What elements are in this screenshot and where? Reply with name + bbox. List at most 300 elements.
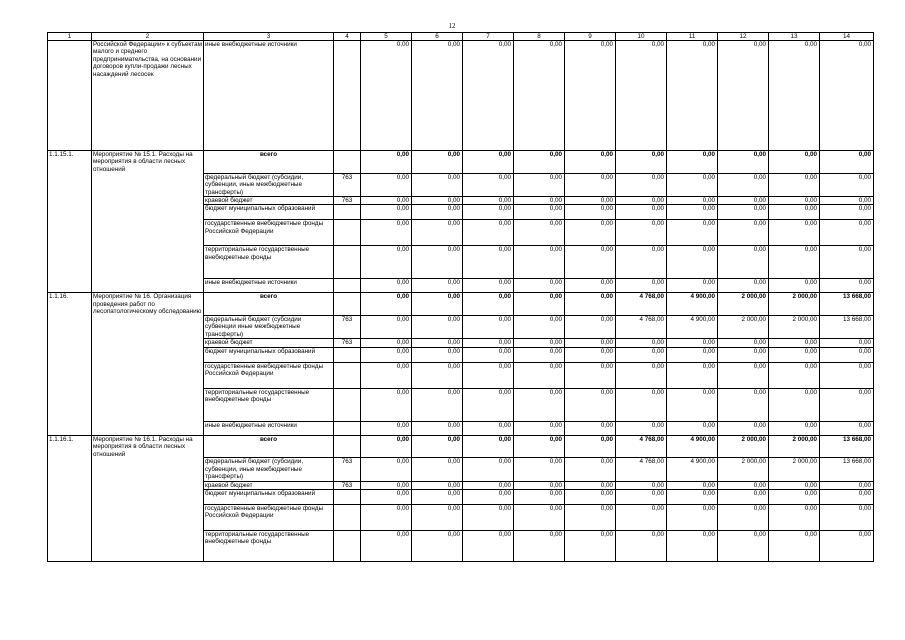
amount-cell: 0,00 bbox=[769, 339, 820, 347]
amount-cell: 0,00 bbox=[820, 505, 874, 531]
amount-cell: 0,00 bbox=[667, 196, 718, 204]
amount-cell: 0,00 bbox=[412, 316, 463, 339]
funding-source: иные внебюджетные источники bbox=[204, 421, 334, 435]
amount-cell: 0,00 bbox=[616, 490, 667, 505]
amount-cell: 0,00 bbox=[514, 490, 565, 505]
amount-cell: 0,00 bbox=[616, 388, 667, 421]
amount-cell: 0,00 bbox=[514, 435, 565, 458]
item-name bbox=[92, 388, 204, 421]
amount-cell: 0,00 bbox=[616, 362, 667, 388]
budget-code bbox=[334, 347, 361, 362]
amount-cell: 0,00 bbox=[463, 173, 514, 196]
funding-source: краевой бюджет bbox=[204, 339, 334, 347]
budget-code bbox=[334, 362, 361, 388]
amount-cell: 0,00 bbox=[361, 316, 412, 339]
amount-cell: 2 000,00 bbox=[718, 316, 769, 339]
item-number bbox=[48, 173, 92, 196]
amount-cell: 2 000,00 bbox=[769, 458, 820, 481]
amount-cell: 0,00 bbox=[769, 220, 820, 246]
table-row bbox=[48, 388, 874, 421]
budget-code: 763 bbox=[334, 339, 361, 347]
item-number bbox=[48, 421, 92, 435]
funding-source: краевой бюджет bbox=[204, 196, 334, 204]
amount-cell: 13 668,00 bbox=[820, 435, 874, 458]
amount-cell: 0,00 bbox=[514, 279, 565, 293]
amount-cell: 2 000,00 bbox=[769, 435, 820, 458]
item-name bbox=[92, 490, 204, 505]
column-header: 6 bbox=[412, 33, 463, 41]
item-name bbox=[92, 196, 204, 204]
amount-cell: 0,00 bbox=[361, 279, 412, 293]
table-row bbox=[48, 481, 874, 489]
amount-cell: 0,00 bbox=[361, 293, 412, 316]
item-number bbox=[48, 531, 92, 562]
item-name bbox=[92, 339, 204, 347]
funding-source: федеральный бюджет (субсидии, субвенции, иные межбюджетные трансферты) bbox=[204, 173, 334, 196]
amount-cell: 0,00 bbox=[514, 220, 565, 246]
amount-cell: 0,00 bbox=[412, 505, 463, 531]
amount-cell: 13 668,00 bbox=[820, 458, 874, 481]
funding-source: иные внебюджетные источники bbox=[204, 41, 334, 151]
amount-cell: 0,00 bbox=[514, 173, 565, 196]
amount-cell: 0,00 bbox=[718, 220, 769, 246]
amount-cell: 0,00 bbox=[820, 196, 874, 204]
amount-cell: 0,00 bbox=[361, 347, 412, 362]
budget-code: 763 bbox=[334, 316, 361, 339]
amount-cell: 0,00 bbox=[820, 339, 874, 347]
funding-source: территориальные государственные внебюджетные фонды bbox=[204, 388, 334, 421]
amount-cell: 0,00 bbox=[820, 362, 874, 388]
amount-cell: 0,00 bbox=[820, 279, 874, 293]
amount-cell: 0,00 bbox=[514, 246, 565, 279]
budget-code bbox=[334, 220, 361, 246]
amount-cell: 0,00 bbox=[565, 246, 616, 279]
amount-cell: 0,00 bbox=[565, 196, 616, 204]
amount-cell: 0,00 bbox=[769, 246, 820, 279]
amount-cell: 0,00 bbox=[565, 279, 616, 293]
amount-cell: 0,00 bbox=[514, 151, 565, 174]
funding-source: федеральный бюджет (субсидии, субвенции, иные межбюджетные трансферты) bbox=[204, 458, 334, 481]
amount-cell: 2 000,00 bbox=[769, 293, 820, 316]
amount-cell: 0,00 bbox=[769, 196, 820, 204]
amount-cell: 0,00 bbox=[514, 293, 565, 316]
amount-cell: 0,00 bbox=[667, 347, 718, 362]
amount-cell: 0,00 bbox=[820, 531, 874, 562]
column-header: 8 bbox=[514, 33, 565, 41]
budget-code bbox=[334, 388, 361, 421]
item-name: Мероприятие № 16.1. Расходы на мероприятия в области лесных отношений bbox=[92, 435, 204, 458]
item-number: 1.1.15.1. bbox=[48, 151, 92, 174]
amount-cell: 0,00 bbox=[463, 151, 514, 174]
amount-cell: 0,00 bbox=[361, 41, 412, 151]
item-name bbox=[92, 362, 204, 388]
amount-cell: 0,00 bbox=[718, 421, 769, 435]
table-row bbox=[48, 41, 874, 151]
amount-cell: 0,00 bbox=[820, 41, 874, 151]
item-number bbox=[48, 388, 92, 421]
amount-cell: 0,00 bbox=[565, 151, 616, 174]
amount-cell: 0,00 bbox=[412, 481, 463, 489]
item-number bbox=[48, 316, 92, 339]
amount-cell: 0,00 bbox=[565, 481, 616, 489]
amount-cell: 0,00 bbox=[667, 279, 718, 293]
amount-cell: 0,00 bbox=[565, 531, 616, 562]
table-row bbox=[48, 246, 874, 279]
amount-cell: 0,00 bbox=[412, 293, 463, 316]
amount-cell: 0,00 bbox=[616, 151, 667, 174]
amount-cell: 0,00 bbox=[565, 490, 616, 505]
item-number bbox=[48, 505, 92, 531]
column-header: 5 bbox=[361, 33, 412, 41]
amount-cell: 0,00 bbox=[463, 196, 514, 204]
amount-cell: 0,00 bbox=[667, 481, 718, 489]
item-number bbox=[48, 246, 92, 279]
column-header: 4 bbox=[334, 33, 361, 41]
item-name bbox=[92, 173, 204, 196]
amount-cell: 0,00 bbox=[463, 458, 514, 481]
table-row bbox=[48, 173, 874, 196]
column-header: 10 bbox=[616, 33, 667, 41]
budget-code: 763 bbox=[334, 173, 361, 196]
funding-source: всего bbox=[204, 435, 334, 458]
amount-cell: 0,00 bbox=[820, 173, 874, 196]
amount-cell: 0,00 bbox=[463, 421, 514, 435]
funding-source: всего bbox=[204, 293, 334, 316]
budget-code bbox=[334, 490, 361, 505]
column-header: 14 bbox=[820, 33, 874, 41]
funding-source: бюджет муниципальных образований bbox=[204, 205, 334, 220]
item-number bbox=[48, 362, 92, 388]
item-number bbox=[48, 339, 92, 347]
amount-cell: 0,00 bbox=[565, 220, 616, 246]
amount-cell: 0,00 bbox=[463, 347, 514, 362]
item-name bbox=[92, 531, 204, 562]
funding-source: государственные внебюджетные фонды Российской Федерации bbox=[204, 220, 334, 246]
amount-cell: 0,00 bbox=[514, 41, 565, 151]
amount-cell: 0,00 bbox=[565, 362, 616, 388]
item-number: 1.1.16. bbox=[48, 293, 92, 316]
amount-cell: 0,00 bbox=[412, 435, 463, 458]
item-name bbox=[92, 347, 204, 362]
table-row bbox=[48, 505, 874, 531]
table-row bbox=[48, 316, 874, 339]
amount-cell: 0,00 bbox=[565, 173, 616, 196]
amount-cell: 0,00 bbox=[616, 279, 667, 293]
amount-cell: 0,00 bbox=[769, 421, 820, 435]
amount-cell: 0,00 bbox=[514, 458, 565, 481]
column-header: 1 bbox=[48, 33, 92, 41]
amount-cell: 0,00 bbox=[565, 347, 616, 362]
budget-code: 763 bbox=[334, 458, 361, 481]
amount-cell: 0,00 bbox=[718, 41, 769, 151]
table-row bbox=[48, 490, 874, 505]
funding-source: всего bbox=[204, 151, 334, 174]
amount-cell: 0,00 bbox=[565, 421, 616, 435]
amount-cell: 0,00 bbox=[667, 505, 718, 531]
amount-cell: 13 668,00 bbox=[820, 293, 874, 316]
budget-code: 763 bbox=[334, 481, 361, 489]
column-header: 12 bbox=[718, 33, 769, 41]
amount-cell: 0,00 bbox=[514, 316, 565, 339]
amount-cell: 0,00 bbox=[667, 362, 718, 388]
amount-cell: 0,00 bbox=[820, 490, 874, 505]
amount-cell: 0,00 bbox=[667, 220, 718, 246]
item-name bbox=[92, 279, 204, 293]
funding-source: государственные внебюджетные фонды Российской Федерации bbox=[204, 505, 334, 531]
amount-cell: 0,00 bbox=[514, 196, 565, 204]
item-number bbox=[48, 220, 92, 246]
amount-cell: 0,00 bbox=[565, 458, 616, 481]
amount-cell: 4 768,00 bbox=[616, 316, 667, 339]
amount-cell: 0,00 bbox=[361, 505, 412, 531]
amount-cell: 0,00 bbox=[361, 196, 412, 204]
amount-cell: 0,00 bbox=[463, 362, 514, 388]
funding-source: государственные внебюджетные фонды Российской Федерации bbox=[204, 362, 334, 388]
item-number bbox=[48, 458, 92, 481]
amount-cell: 0,00 bbox=[616, 339, 667, 347]
amount-cell: 0,00 bbox=[718, 173, 769, 196]
table-row bbox=[48, 458, 874, 481]
amount-cell: 4 900,00 bbox=[667, 435, 718, 458]
column-header: 7 bbox=[463, 33, 514, 41]
amount-cell: 2 000,00 bbox=[718, 293, 769, 316]
column-header: 13 bbox=[769, 33, 820, 41]
amount-cell: 0,00 bbox=[361, 388, 412, 421]
amount-cell: 0,00 bbox=[412, 362, 463, 388]
funding-source: бюджет муниципальных образований bbox=[204, 347, 334, 362]
funding-source: территориальные государственные внебюджетные фонды bbox=[204, 531, 334, 562]
item-number bbox=[48, 205, 92, 220]
amount-cell: 4 900,00 bbox=[667, 316, 718, 339]
item-number bbox=[48, 41, 92, 151]
budget-table bbox=[47, 32, 874, 562]
amount-cell: 0,00 bbox=[616, 505, 667, 531]
amount-cell: 4 900,00 bbox=[667, 458, 718, 481]
amount-cell: 0,00 bbox=[514, 362, 565, 388]
amount-cell: 0,00 bbox=[769, 481, 820, 489]
amount-cell: 0,00 bbox=[667, 490, 718, 505]
budget-code bbox=[334, 435, 361, 458]
amount-cell: 0,00 bbox=[769, 279, 820, 293]
amount-cell: 0,00 bbox=[412, 339, 463, 347]
budget-code bbox=[334, 279, 361, 293]
funding-source: иные внебюджетные источники bbox=[204, 279, 334, 293]
amount-cell: 0,00 bbox=[565, 505, 616, 531]
item-name: Мероприятие № 15.1. Расходы на мероприятия в области лесных отношений bbox=[92, 151, 204, 174]
column-header: 9 bbox=[565, 33, 616, 41]
amount-cell: 0,00 bbox=[463, 388, 514, 421]
table-row bbox=[48, 339, 874, 347]
amount-cell: 0,00 bbox=[361, 481, 412, 489]
amount-cell: 0,00 bbox=[463, 339, 514, 347]
amount-cell: 0,00 bbox=[565, 293, 616, 316]
column-header: 2 bbox=[92, 33, 204, 41]
funding-source: краевой бюджет bbox=[204, 481, 334, 489]
amount-cell: 0,00 bbox=[718, 205, 769, 220]
amount-cell: 0,00 bbox=[718, 279, 769, 293]
amount-cell: 0,00 bbox=[769, 362, 820, 388]
amount-cell: 2 000,00 bbox=[718, 435, 769, 458]
budget-code bbox=[334, 205, 361, 220]
amount-cell: 0,00 bbox=[412, 388, 463, 421]
table-row bbox=[48, 279, 874, 293]
item-number bbox=[48, 347, 92, 362]
amount-cell: 0,00 bbox=[820, 388, 874, 421]
amount-cell: 0,00 bbox=[565, 41, 616, 151]
item-name bbox=[92, 481, 204, 489]
amount-cell: 4 768,00 bbox=[616, 293, 667, 316]
item-name bbox=[92, 458, 204, 481]
table-row bbox=[48, 421, 874, 435]
amount-cell: 0,00 bbox=[514, 339, 565, 347]
amount-cell: 2 000,00 bbox=[769, 316, 820, 339]
header-row bbox=[48, 33, 874, 41]
amount-cell: 0,00 bbox=[769, 505, 820, 531]
table-row bbox=[48, 220, 874, 246]
amount-cell: 0,00 bbox=[667, 246, 718, 279]
amount-cell: 0,00 bbox=[361, 151, 412, 174]
amount-cell: 0,00 bbox=[616, 421, 667, 435]
amount-cell: 0,00 bbox=[412, 220, 463, 246]
amount-cell: 0,00 bbox=[718, 339, 769, 347]
item-name bbox=[92, 205, 204, 220]
amount-cell: 0,00 bbox=[361, 435, 412, 458]
amount-cell: 0,00 bbox=[616, 347, 667, 362]
item-name bbox=[92, 316, 204, 339]
budget-code bbox=[334, 505, 361, 531]
amount-cell: 0,00 bbox=[565, 388, 616, 421]
amount-cell: 0,00 bbox=[769, 151, 820, 174]
amount-cell: 0,00 bbox=[412, 151, 463, 174]
amount-cell: 0,00 bbox=[361, 205, 412, 220]
amount-cell: 0,00 bbox=[820, 220, 874, 246]
amount-cell: 0,00 bbox=[514, 531, 565, 562]
amount-cell: 0,00 bbox=[361, 173, 412, 196]
amount-cell: 0,00 bbox=[667, 173, 718, 196]
funding-source: федеральный бюджет (субсидии субвенции иные межбюджетные трансферты) bbox=[204, 316, 334, 339]
amount-cell: 0,00 bbox=[718, 151, 769, 174]
amount-cell: 0,00 bbox=[667, 151, 718, 174]
amount-cell: 0,00 bbox=[514, 205, 565, 220]
amount-cell: 0,00 bbox=[769, 490, 820, 505]
amount-cell: 0,00 bbox=[412, 246, 463, 279]
amount-cell: 0,00 bbox=[412, 490, 463, 505]
amount-cell: 0,00 bbox=[412, 458, 463, 481]
amount-cell: 0,00 bbox=[361, 490, 412, 505]
amount-cell: 0,00 bbox=[412, 531, 463, 562]
amount-cell: 0,00 bbox=[769, 173, 820, 196]
amount-cell: 0,00 bbox=[718, 246, 769, 279]
amount-cell: 13 668,00 bbox=[820, 316, 874, 339]
amount-cell: 0,00 bbox=[769, 388, 820, 421]
amount-cell: 0,00 bbox=[463, 490, 514, 505]
amount-cell: 0,00 bbox=[667, 339, 718, 347]
amount-cell: 0,00 bbox=[820, 421, 874, 435]
amount-cell: 0,00 bbox=[463, 316, 514, 339]
amount-cell: 0,00 bbox=[463, 41, 514, 151]
amount-cell: 0,00 bbox=[820, 151, 874, 174]
amount-cell: 0,00 bbox=[616, 220, 667, 246]
funding-source: бюджет муниципальных образований bbox=[204, 490, 334, 505]
amount-cell: 0,00 bbox=[361, 362, 412, 388]
budget-code bbox=[334, 41, 361, 151]
amount-cell: 0,00 bbox=[769, 205, 820, 220]
amount-cell: 0,00 bbox=[820, 481, 874, 489]
amount-cell: 0,00 bbox=[820, 347, 874, 362]
amount-cell: 0,00 bbox=[565, 205, 616, 220]
amount-cell: 0,00 bbox=[820, 205, 874, 220]
amount-cell: 0,00 bbox=[616, 246, 667, 279]
amount-cell: 0,00 bbox=[361, 531, 412, 562]
amount-cell: 0,00 bbox=[616, 481, 667, 489]
budget-code: 763 bbox=[334, 196, 361, 204]
amount-cell: 0,00 bbox=[769, 41, 820, 151]
item-number bbox=[48, 490, 92, 505]
amount-cell: 0,00 bbox=[463, 505, 514, 531]
amount-cell: 0,00 bbox=[412, 41, 463, 151]
amount-cell: 0,00 bbox=[718, 531, 769, 562]
page-number: 12 bbox=[448, 22, 456, 30]
amount-cell: 4 768,00 bbox=[616, 458, 667, 481]
item-number bbox=[48, 481, 92, 489]
item-name bbox=[92, 246, 204, 279]
amount-cell: 0,00 bbox=[361, 246, 412, 279]
amount-cell: 0,00 bbox=[565, 316, 616, 339]
amount-cell: 0,00 bbox=[361, 458, 412, 481]
amount-cell: 0,00 bbox=[412, 279, 463, 293]
budget-code bbox=[334, 246, 361, 279]
amount-cell: 0,00 bbox=[412, 173, 463, 196]
table-row bbox=[48, 435, 874, 458]
amount-cell: 0,00 bbox=[463, 220, 514, 246]
amount-cell: 0,00 bbox=[412, 205, 463, 220]
amount-cell: 0,00 bbox=[616, 196, 667, 204]
amount-cell: 0,00 bbox=[616, 173, 667, 196]
amount-cell: 0,00 bbox=[667, 531, 718, 562]
table-row bbox=[48, 531, 874, 562]
amount-cell: 0,00 bbox=[565, 339, 616, 347]
table-row bbox=[48, 151, 874, 174]
amount-cell: 4 900,00 bbox=[667, 293, 718, 316]
item-name bbox=[92, 421, 204, 435]
amount-cell: 0,00 bbox=[463, 481, 514, 489]
item-name: Российской Федерации» к субъектам малого и среднего предпринимательства, на основании договоров купли-продажи лесных насаждений лесосек bbox=[92, 41, 204, 151]
amount-cell: 0,00 bbox=[616, 41, 667, 151]
budget-code bbox=[334, 293, 361, 316]
amount-cell: 0,00 bbox=[463, 246, 514, 279]
amount-cell: 0,00 bbox=[769, 531, 820, 562]
amount-cell: 0,00 bbox=[769, 347, 820, 362]
amount-cell: 0,00 bbox=[718, 196, 769, 204]
item-name: Мероприятие № 16. Организация проведения работ по лесопатологическому обследованию bbox=[92, 293, 204, 316]
table-row bbox=[48, 362, 874, 388]
budget-code bbox=[334, 421, 361, 435]
amount-cell: 4 768,00 bbox=[616, 435, 667, 458]
amount-cell: 0,00 bbox=[718, 362, 769, 388]
amount-cell: 0,00 bbox=[361, 339, 412, 347]
budget-code bbox=[334, 531, 361, 562]
amount-cell: 0,00 bbox=[412, 196, 463, 204]
amount-cell: 2 000,00 bbox=[718, 458, 769, 481]
funding-source: территориальные государственные внебюджетные фонды bbox=[204, 246, 334, 279]
amount-cell: 0,00 bbox=[514, 481, 565, 489]
amount-cell: 0,00 bbox=[667, 388, 718, 421]
amount-cell: 0,00 bbox=[718, 347, 769, 362]
amount-cell: 0,00 bbox=[463, 205, 514, 220]
item-number bbox=[48, 279, 92, 293]
amount-cell: 0,00 bbox=[361, 421, 412, 435]
amount-cell: 0,00 bbox=[667, 205, 718, 220]
